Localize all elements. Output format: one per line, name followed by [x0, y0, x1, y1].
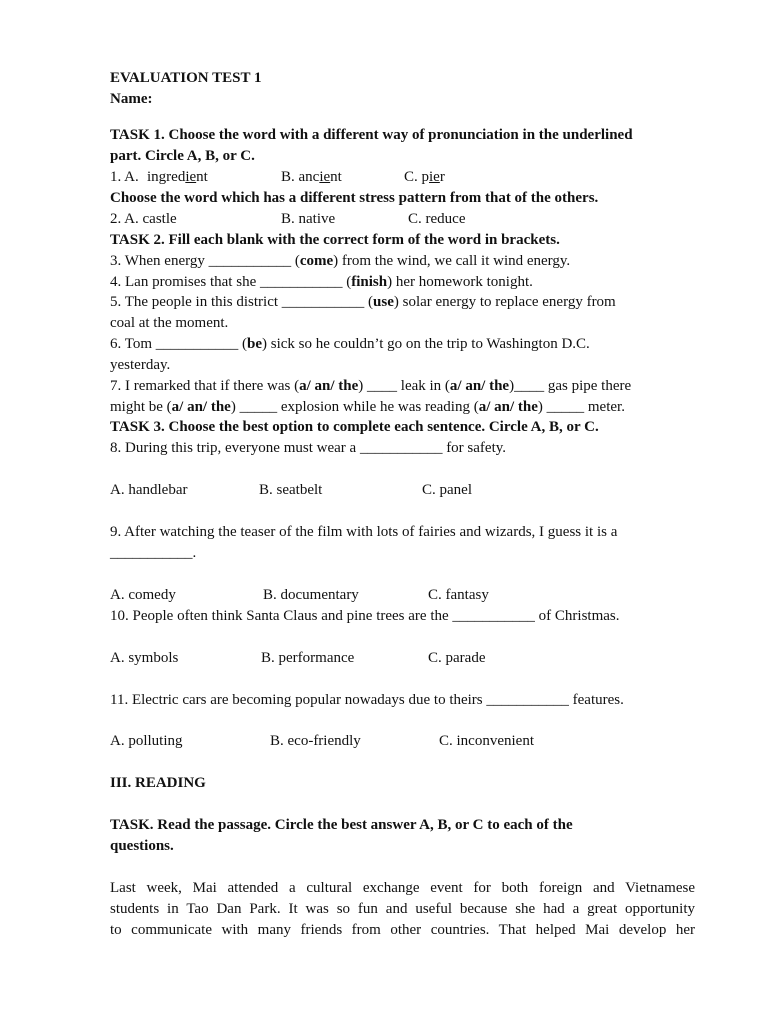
q2-option-a: 2. A. castle [110, 211, 177, 227]
task3-instruction: TASK 3. Choose the best option to complete each sentence. Circle A, B, or C. [110, 419, 599, 435]
q3-line: 3. When energy ___________ (come) from the wind, we call it wind energy. [110, 253, 571, 269]
q7-line2: might be (a/ an/ the) _____ explosion while he was reading (a/ an/ the) _____ meter. [110, 399, 625, 415]
task1-instruction-line1: TASK 1. Choose the word with a different way of pronunciation in the underlined [110, 127, 633, 143]
q10-option-a: A. symbols [110, 650, 179, 666]
stress-instruction: Choose the word which has a different stress pattern from that of the others. [110, 190, 599, 206]
q5-line2: coal at the moment. [110, 315, 229, 331]
reading-instruction-line1: TASK. Read the passage. Circle the best answer A, B, or C to each of the [110, 817, 573, 833]
name-label: Name: [110, 91, 153, 107]
q6-line2: yesterday. [110, 357, 171, 373]
passage-line1: Last week, Mai attended a cultural exchange event for both foreign and Vietnamese [110, 880, 695, 896]
q1-option-c: C. pier [404, 169, 445, 185]
q9-option-c: C. fantasy [428, 587, 489, 603]
q5-line1: 5. The people in this district ___________ (use) solar energy to replace energy from [110, 294, 616, 310]
q6-line1: 6. Tom ___________ (be) sick so he couldn’t go on the trip to Washington D.C. [110, 336, 590, 352]
q10-text: 10. People often think Santa Claus and pine trees are the ___________ of Christmas. [110, 608, 620, 624]
passage-line3: to communicate with many friends from other countries. That helped Mai develop her [110, 922, 695, 938]
q4-line: 4. Lan promises that she ___________ (finish) her homework tonight. [110, 274, 533, 290]
q9-option-a: A. comedy [110, 587, 176, 603]
q1-option-b: B. ancient [281, 169, 342, 185]
q1-number: 1. A. [110, 169, 139, 185]
q11-option-a: A. polluting [110, 733, 183, 749]
task1-instruction-line2: part. Circle A, B, or C. [110, 148, 255, 164]
q10-option-c: C. parade [428, 650, 486, 666]
reading-heading: III. READING [110, 775, 206, 791]
doc-title: EVALUATION TEST 1 [110, 70, 262, 86]
q2-option-c: C. reduce [408, 211, 466, 227]
q7-line1: 7. I remarked that if there was (a/ an/ the) ____ leak in (a/ an/ the)____ gas pipe there [110, 378, 632, 394]
q2-option-b: B. native [281, 211, 336, 227]
reading-instruction-line2: questions. [110, 838, 174, 854]
q9-text-line2: ___________. [110, 545, 197, 561]
q8-option-b: B. seatbelt [259, 482, 323, 498]
passage-line2: students in Tao Dan Park. It was so fun and useful because she had a great opportunity [110, 901, 695, 917]
q11-option-c: C. inconvenient [439, 733, 534, 749]
q11-option-b: B. eco-friendly [270, 733, 361, 749]
q8-option-a: A. handlebar [110, 482, 188, 498]
q9-option-b: B. documentary [263, 587, 359, 603]
q1-option-a: ingredient [147, 169, 208, 185]
q10-option-b: B. performance [261, 650, 355, 666]
q8-text: 8. During this trip, everyone must wear a ___________ for safety. [110, 440, 507, 456]
task2-instruction: TASK 2. Fill each blank with the correct form of the word in brackets. [110, 232, 560, 248]
q8-option-c: C. panel [422, 482, 472, 498]
q9-text-line1: 9. After watching the teaser of the film with lots of fairies and wizards, I guess it is a [110, 524, 618, 540]
q11-text: 11. Electric cars are becoming popular nowadays due to theirs ___________ features. [110, 692, 624, 708]
